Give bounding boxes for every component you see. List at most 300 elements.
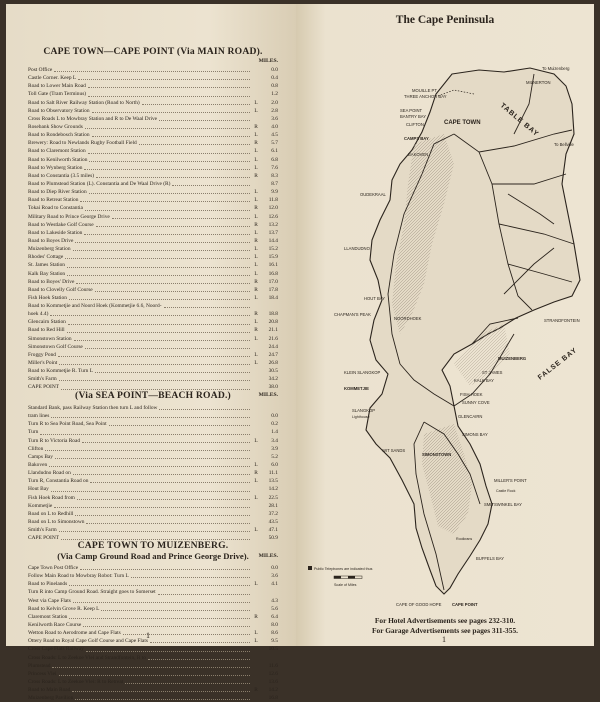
section-title: (Via SEA POINT—BEACH ROAD.) <box>75 390 231 401</box>
label-sunny-cove: SUNNY COVE <box>462 400 490 405</box>
dot-leader <box>123 631 250 635</box>
dot-leader <box>67 272 250 276</box>
route-row <box>28 477 278 485</box>
route-step: Smith's Farm <box>28 376 57 383</box>
mileage: 30.5 <box>268 368 278 375</box>
turn-side: L <box>254 164 258 171</box>
route-step: Kalk Bay Station <box>28 270 66 277</box>
scale-label: Scale of Miles <box>334 583 357 587</box>
route-row <box>28 461 278 469</box>
turn-side: L <box>254 189 258 196</box>
dot-leader <box>74 337 250 341</box>
route-row <box>28 437 278 445</box>
dot-leader <box>54 504 250 508</box>
dot-leader <box>76 280 250 284</box>
mileage: 0.0 <box>271 564 278 571</box>
turn-side: L <box>254 494 258 501</box>
route-row <box>28 164 278 172</box>
route-row <box>28 302 278 310</box>
route-row <box>28 270 278 278</box>
route-step: Kenilworth Race Course <box>28 621 82 628</box>
route-step: Road to Claremont Station <box>28 148 86 155</box>
turn-side: L <box>254 294 258 301</box>
route-step: Muizenberg Pavilion <box>28 695 74 702</box>
route-row <box>28 485 278 493</box>
route-rows <box>28 564 278 702</box>
route-row <box>28 404 278 412</box>
route-step: Claremont Station <box>28 613 68 620</box>
mileage: 50.9 <box>268 535 278 542</box>
route-step: Rhodes' Cottage <box>28 254 64 261</box>
label-millers-point: MILLER'S POINT <box>494 478 527 483</box>
label-oudekraal: OUDEKRAAL <box>360 192 386 197</box>
dot-leader <box>90 479 250 483</box>
dot-leader <box>68 321 250 325</box>
dot-leader <box>86 648 250 652</box>
mileage: 20.8 <box>268 319 278 326</box>
mileage: 12.6 <box>268 670 278 677</box>
turn-side: R <box>254 286 258 293</box>
mileage: 24.4 <box>268 343 278 350</box>
dot-leader <box>73 471 250 475</box>
mileage: 34.2 <box>268 376 278 383</box>
mileage: 1.4 <box>271 429 278 436</box>
dot-leader <box>69 615 250 619</box>
route-step: Turn R, Constantia Road on <box>28 478 89 485</box>
route-step: Tokai Road to Constantia <box>28 205 83 212</box>
turn-side: L <box>254 581 258 588</box>
mileage: 7.6 <box>271 164 278 171</box>
label-castle-rock: Castle Rock <box>496 489 516 493</box>
route-step: Turn R to Victoria Road <box>28 437 81 444</box>
mileage: 2.0 <box>271 99 278 106</box>
turn-side: L <box>254 351 258 358</box>
route-step: Rosebank Show Grounds <box>28 123 83 130</box>
label-to-bellville: To Bellville <box>554 142 574 147</box>
route-step: Military Road to Prince George Drive <box>28 213 110 220</box>
route-row <box>28 286 278 294</box>
label-cape-of-good-hope: CAPE OF GOOD HOPE <box>396 602 442 607</box>
turn-side: L <box>254 478 258 485</box>
mileage: 15.9 <box>268 254 278 261</box>
dot-leader <box>172 182 250 186</box>
route-step: Cross Roads: L to Zeekoe Vlei and Strandfontein, R to <box>28 654 146 661</box>
route-step: Road to Kommetjie and Noord Hoek (Kommetjie 6.6, Noord- <box>28 303 162 310</box>
miles-header: MILES. <box>258 58 278 64</box>
label-fish-hoek: FISH HOEK <box>460 392 483 397</box>
route-step: Road to Retreat Station <box>28 197 79 204</box>
route-rows <box>28 66 278 392</box>
left-page <box>6 4 296 702</box>
turn-side: L <box>254 107 258 114</box>
mileage: 9.5 <box>271 638 278 645</box>
route-step: Road to Clovelly Golf Course <box>28 286 93 293</box>
route-step: CAPE POINT <box>28 535 59 542</box>
label-slangkop: SLANGKOP <box>352 408 376 413</box>
route-step: Road to Red Hill <box>28 327 65 334</box>
label-rooikrans: Rooikrans <box>456 537 473 541</box>
dot-leader <box>75 696 250 700</box>
mileage: 3.6 <box>271 573 278 580</box>
route-step: Brewery: Road to Newlands Rugby Football Field <box>28 140 137 147</box>
route-row <box>28 367 278 375</box>
label-klein-slangkop: KLEIN SLANGKOP <box>344 370 381 375</box>
turn-side: L <box>254 335 258 342</box>
legend-note: Public Telephones are indicated thus <box>314 567 373 571</box>
route-step: Road to Lakeside Station <box>28 229 83 236</box>
route-row <box>28 678 278 686</box>
route-step: Road to Main Road <box>28 687 71 694</box>
turn-side: L <box>254 229 258 236</box>
route-row <box>28 253 278 261</box>
route-step: Road to Plumstead Station (L). Constantia and De Waal Drive (R) <box>28 180 171 187</box>
route-row <box>28 645 278 653</box>
label-buffels-bay: BUFFELS BAY <box>476 556 505 561</box>
mileage: 24.7 <box>268 351 278 358</box>
page-number: 1 <box>146 631 150 640</box>
dot-leader <box>92 133 250 137</box>
mileage: 8.6 <box>271 630 278 637</box>
turn-side: L <box>254 262 258 269</box>
route-row <box>28 74 278 82</box>
route-row <box>28 294 278 302</box>
dot-leader <box>95 288 250 292</box>
route-step: Road to Kenilworth Station <box>28 156 88 163</box>
dot-leader <box>131 574 250 578</box>
route-step: Road to Boyes' Drive <box>28 278 75 285</box>
turn-side: R <box>254 205 258 212</box>
mileage: 17.0 <box>268 278 278 285</box>
route-row <box>28 637 278 645</box>
dot-leader <box>95 369 250 373</box>
label-false-bay: FALSE BAY <box>536 346 579 382</box>
label-camps-bay: CAMPS BAY <box>404 136 429 141</box>
mileage: 26.8 <box>268 360 278 367</box>
dot-leader <box>164 304 250 308</box>
route-row <box>28 204 278 212</box>
mileage: 3.9 <box>271 445 278 452</box>
dot-leader <box>158 591 250 595</box>
route-row <box>28 510 278 518</box>
mileage: 16.8 <box>268 695 278 702</box>
dot-leader <box>52 664 250 668</box>
dot-leader <box>54 68 250 72</box>
dot-leader <box>77 496 250 500</box>
mileage: 12.0 <box>268 205 278 212</box>
route-step: Road to Kommetjie R. Turn L <box>28 368 93 375</box>
label-muizenberg: MUIZENBERG <box>498 356 527 361</box>
route-step: Froggy Pond <box>28 351 57 358</box>
mileage: 21.1 <box>268 327 278 334</box>
route-row <box>28 605 278 613</box>
dot-leader <box>73 599 250 603</box>
route-row <box>28 518 278 526</box>
mileage: 1.2 <box>271 91 278 98</box>
section-title: CAPE TOWN TO MUIZENBERG. <box>77 540 229 551</box>
route-step: Standard Bank, pass Railway Station then turn L and follow <box>28 404 158 411</box>
dot-leader <box>88 84 250 88</box>
dot-leader <box>96 174 250 178</box>
mileage: 16.8 <box>268 270 278 277</box>
route-row <box>28 261 278 269</box>
peninsula-landmass <box>366 68 580 594</box>
dot-leader <box>49 463 250 467</box>
route-row <box>28 453 278 461</box>
label-strandfontein: STRANDFONTEIN <box>544 318 580 323</box>
turn-side: L <box>254 254 258 261</box>
section-sea-point <box>28 390 278 542</box>
dot-leader <box>65 255 250 259</box>
mileage: 14.2 <box>268 687 278 694</box>
turn-side: L <box>254 360 258 367</box>
label-simons-bay: SIMONS BAY <box>462 432 488 437</box>
dot-leader <box>80 566 250 570</box>
mileage: 13.6 <box>268 678 278 685</box>
route-row <box>28 445 278 453</box>
route-row <box>28 131 278 139</box>
mileage: 12.6 <box>268 213 278 220</box>
mileage: 2.8 <box>271 107 278 114</box>
route-row <box>28 526 278 534</box>
dot-leader <box>109 422 250 426</box>
mileage: 18.4 <box>268 294 278 301</box>
route-row <box>28 172 278 180</box>
route-row <box>28 564 278 572</box>
route-step: Hout Bay <box>28 486 49 493</box>
route-row <box>28 107 278 115</box>
dot-leader <box>59 361 250 365</box>
mileage: 0.8 <box>271 83 278 90</box>
route-row <box>28 412 278 420</box>
dot-leader <box>51 414 250 418</box>
label-bakoven: BAKOVEN <box>408 152 429 157</box>
dot-leader <box>96 223 250 227</box>
dot-leader <box>112 215 250 219</box>
route-row <box>28 469 278 477</box>
route-row <box>28 494 278 502</box>
route-row <box>28 335 278 343</box>
label-clifton: CLIFTON <box>406 122 424 127</box>
route-step: Miller's Point <box>28 360 58 367</box>
turn-side: R <box>254 123 258 130</box>
route-step: Road to Lower Main Road <box>28 83 86 90</box>
turn-side: L <box>254 437 258 444</box>
route-step: Wetton Road to Aerodrome and Cape Flats <box>28 630 121 637</box>
dot-leader <box>45 447 250 451</box>
turn-side: R <box>254 470 258 477</box>
turn-side: L <box>254 630 258 637</box>
label-noordhoek: NOORDHOEK <box>394 316 422 321</box>
dot-leader <box>101 607 250 611</box>
map-title: The Cape Peninsula <box>395 14 495 26</box>
label-chapmans-peak: CHAPMAN'S PEAK <box>334 312 371 317</box>
turn-side: R <box>254 278 258 285</box>
dot-leader <box>89 190 250 194</box>
dot-leader <box>89 158 250 162</box>
route-row <box>28 310 278 318</box>
route-step: Follow Main Road to Mowbray Robot: Turn L <box>28 573 129 580</box>
dot-leader <box>85 207 250 211</box>
dot-leader <box>139 141 250 145</box>
label-lighthouse: Lighthouse <box>352 415 370 419</box>
mileage: 6.1 <box>271 148 278 155</box>
route-step: Simonstown Station <box>28 335 72 342</box>
route-row <box>28 82 278 90</box>
label-hout-bay: HOUT BAY <box>364 296 386 301</box>
label-st-james: ST JAMES <box>482 370 503 375</box>
route-row <box>28 188 278 196</box>
mileage: 22.5 <box>268 494 278 501</box>
route-row <box>28 278 278 286</box>
route-step: Turn R into Camp Ground Road. Straight goes to Somerset <box>28 589 156 596</box>
dot-leader <box>83 623 250 627</box>
dot-leader <box>84 231 250 235</box>
route-row <box>28 221 278 229</box>
route-row <box>28 139 278 147</box>
route-row <box>28 318 278 326</box>
label-bantry-bay: BANTRY BAY <box>400 114 427 119</box>
dot-leader <box>148 656 250 660</box>
turn-side: L <box>254 638 258 645</box>
route-step: Road to Salt River Railway Station (Road to North) <box>28 99 140 106</box>
route-step: Glencairn Station <box>28 319 66 326</box>
mileage: 10.5 <box>268 646 278 653</box>
route-step: Cross Cape Flats Railway <box>28 646 84 653</box>
mileage: 6.8 <box>271 156 278 163</box>
turn-side: L <box>254 319 258 326</box>
mileage: 47.1 <box>268 527 278 534</box>
label-kalk-bay: KALK BAY <box>474 378 494 383</box>
route-step: Cross Roads L to Mowbray Station and R to De Waal Drive <box>28 115 158 122</box>
route-row <box>28 90 278 98</box>
mileage: 4.3 <box>271 597 278 604</box>
turn-side: R <box>254 221 258 228</box>
label-cape-point: CAPE POINT <box>452 602 478 607</box>
route-row <box>28 654 278 662</box>
route-row <box>28 613 278 621</box>
route-step: Road to Diep River Station <box>28 189 87 196</box>
route-row <box>28 99 278 107</box>
route-step: tram lines <box>28 413 50 420</box>
route-step: Smith's Farm <box>28 527 57 534</box>
dot-leader <box>40 431 250 435</box>
turn-side: R <box>254 172 258 179</box>
route-row <box>28 686 278 694</box>
garage-advert-note: For Garage Advertisements see pages 311-355. <box>371 626 518 635</box>
route-step: Post Office <box>28 66 53 73</box>
mileage: 43.5 <box>268 518 278 525</box>
route-step: Road to Rondebosch Station <box>28 132 90 139</box>
label-mouille-pt: MOUILLE PT <box>412 88 437 93</box>
dot-leader <box>88 150 250 154</box>
turn-side: L <box>254 99 258 106</box>
turn-side: R <box>254 327 258 334</box>
route-row <box>28 359 278 367</box>
dot-leader <box>67 329 250 333</box>
route-step: Bakoven <box>28 461 48 468</box>
mileage: 8.3 <box>271 172 278 179</box>
turn-side: L <box>254 270 258 277</box>
route-step: Princess Vlei <box>28 670 57 677</box>
mileage: 37.2 <box>268 510 278 517</box>
mileage: 3.6 <box>271 115 278 122</box>
route-step: Road to Westlake Golf Course <box>28 221 94 228</box>
mileage: 15.2 <box>268 246 278 253</box>
route-step: Road to Boyes Drive <box>28 237 74 244</box>
turn-side: L <box>254 132 258 139</box>
route-step: Ottery Road to Royal Cape Golf Course and Cape Flats <box>28 638 148 645</box>
route-row <box>28 662 278 670</box>
route-row <box>28 180 278 188</box>
dot-leader <box>82 439 250 443</box>
mileage: 13.5 <box>268 478 278 485</box>
scale-bar <box>334 576 362 579</box>
mileage: 17.8 <box>268 286 278 293</box>
route-row <box>28 572 278 580</box>
dot-leader <box>72 688 250 692</box>
label-milnerton: MILNERTON <box>526 80 551 85</box>
route-step: Turn R to Sea Point Road, Sea Point <box>28 421 107 428</box>
hotel-advert-note: For Hotel Advertisements see pages 232-310. <box>374 616 516 625</box>
turn-side: L <box>254 246 258 253</box>
turn-side: R <box>254 237 258 244</box>
dot-leader <box>84 166 250 170</box>
label-table-bay: TABLE BAY <box>498 102 540 139</box>
mileage: 8.0 <box>271 621 278 628</box>
dot-leader <box>85 125 250 129</box>
label-to-muizenberg: To Muizenberg <box>542 66 570 71</box>
route-row <box>28 245 278 253</box>
label-three-anchor-bay: THREE ANCHOR BAY <box>404 94 447 99</box>
mileage: 5.7 <box>271 140 278 147</box>
turn-side: R <box>254 613 258 620</box>
mileage: 4.1 <box>271 581 278 588</box>
route-row <box>28 66 278 74</box>
route-step: Cross Roads: L to Zeekoe Vlei: R to Retreat <box>28 678 124 685</box>
mileage: 0.4 <box>271 75 278 82</box>
turn-side: L <box>254 527 258 534</box>
route-step: Road to Kelvin Grove R. Keep L <box>28 605 100 612</box>
route-rows <box>28 404 278 542</box>
turn-side: L <box>254 148 258 155</box>
route-step: Castle Corner. Keep L <box>28 75 77 82</box>
route-step: Road on L to Redhill <box>28 510 74 517</box>
mileage: 4.5 <box>271 132 278 139</box>
mileage: 8.7 <box>271 180 278 187</box>
dot-leader <box>69 296 250 300</box>
route-step: Road on L to Simonstown <box>28 518 85 525</box>
mileage: 4.0 <box>271 123 278 130</box>
route-row <box>28 196 278 204</box>
dot-leader <box>159 117 250 121</box>
route-row <box>28 147 278 155</box>
label-wit-sands: WIT SANDS <box>382 448 406 453</box>
route-step: Road to Constantia (3.5 miles) <box>28 172 95 179</box>
turn-side: R <box>254 687 258 694</box>
dot-leader <box>59 528 250 532</box>
route-row <box>28 327 278 335</box>
book-spread <box>6 4 594 702</box>
route-row <box>28 588 278 596</box>
route-row <box>28 597 278 605</box>
section-subtitle: (Via Camp Ground Road and Prince George Drive). <box>57 551 249 561</box>
mileage: 3.4 <box>271 437 278 444</box>
route-step: Fish Hoek Road from <box>28 494 75 501</box>
route-row <box>28 123 278 131</box>
route-step: Fish Hoek Station <box>28 294 67 301</box>
mileage: 0.0 <box>271 413 278 420</box>
mileage: 11.1 <box>268 470 278 477</box>
